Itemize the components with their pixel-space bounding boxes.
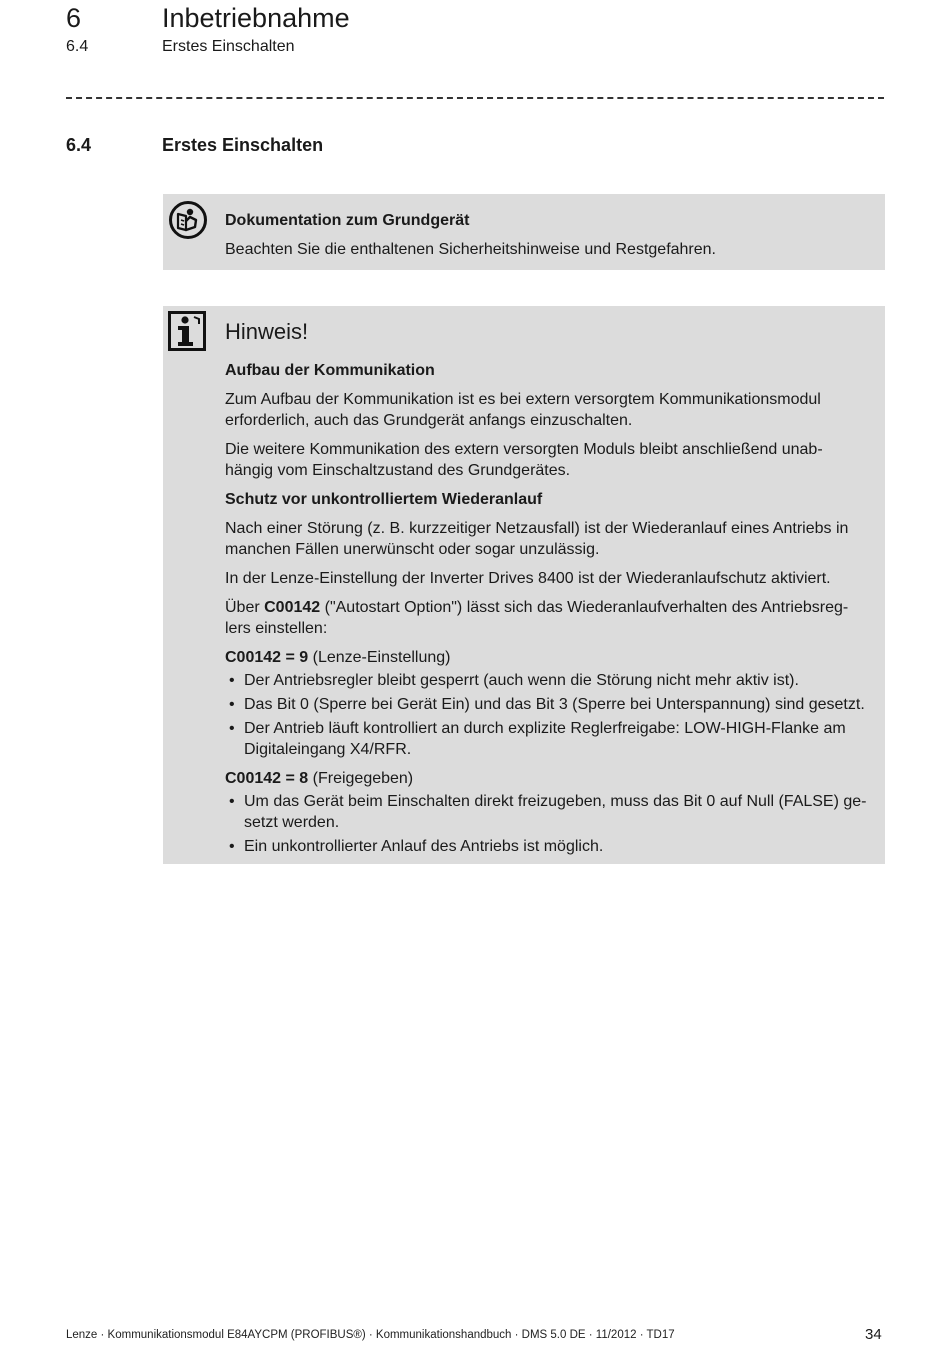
list-item: • Ein unkontrollierter Anlauf des Antriebs ist möglich.	[229, 838, 604, 855]
doc-box-title: Dokumentation zum Grundgerät	[225, 212, 470, 229]
setting-9-list	[225, 670, 867, 760]
section-number-header: 6.4	[66, 38, 89, 55]
chapter-number: 6	[66, 3, 82, 33]
chapter-title: Inbetriebnahme	[162, 3, 350, 33]
footer-text: Lenze · Kommunikationsmodul E84AYCPM (PROFIBUS®) · Kommunikationshandbuch · DMS 5.0 DE · 11/2012 · TD17	[66, 1329, 675, 1341]
list-item: • Der Antriebsregler bleibt gesperrt (auch wenn die Störung nicht mehr aktiv ist).	[229, 672, 799, 689]
list-item: • Der Antrieb läuft kontrolliert an durch explizite Reglerfreigabe: LOW-HIGH-Flanke am Digitaleingang X4/RFR.	[229, 720, 846, 758]
subhead-restart-protection: Schutz vor unkontrolliertem Wiederanlauf	[225, 491, 543, 508]
paragraph-4: In der Lenze-Einstellung der Inverter Drives 8400 ist der Wiederanlaufschutz aktiviert.	[225, 570, 831, 587]
note-box	[163, 306, 885, 864]
paragraph-3: Nach einer Störung (z. B. kurzzeitiger Netzausfall) ist der Wiederanlauf eines Antriebs in manchen Fällen unerwünscht oder sogar unzulässig.	[225, 520, 849, 558]
paragraph-2: Die weitere Kommunikation des extern versorgten Moduls bleibt anschließend unab-hängig vom Einschaltzustand des Grundgerätes.	[225, 441, 823, 479]
setting-9-heading: C00142 = 9 (Lenze-Einstellung)	[225, 649, 451, 666]
info-i-icon	[168, 311, 206, 356]
doc-box-text: Beachten Sie die enthaltenen Sicherheitshinweise und Restgefahren.	[225, 241, 716, 258]
note-heading: Hinweis!	[225, 319, 309, 344]
paragraph-5: Über C00142 ("Autostart Option") lässt sich das Wiederanlaufverhalten des Antriebsreg-lers einstellen:	[225, 599, 849, 637]
section-number: 6.4	[66, 135, 92, 155]
setting-8-heading: C00142 = 8 (Freigegeben)	[225, 770, 414, 787]
setting-8-list	[225, 791, 867, 857]
documentation-box	[163, 194, 885, 270]
section-title: Erstes Einschalten	[162, 135, 324, 155]
subhead-communication: Aufbau der Kommunikation	[225, 362, 435, 379]
list-item: • Das Bit 0 (Sperre bei Gerät Ein) und das Bit 3 (Sperre bei Unterspannung) sind gesetzt.	[229, 696, 865, 713]
paragraph-1: Zum Aufbau der Kommunikation ist es bei extern versorgtem Kommunikationsmodul erforderlich, auch das Grundgerät anfangs einzuschalten.	[225, 391, 821, 429]
documentation-reader-icon	[168, 200, 208, 245]
dashed-divider	[66, 97, 884, 99]
list-item: • Um das Gerät beim Einschalten direkt freizugeben, muss das Bit 0 auf Null (FALSE) ge-setzt werden.	[229, 793, 867, 831]
page-number: 34	[865, 1326, 882, 1343]
parameter-code: C00142	[264, 599, 321, 616]
section-title-header: Erstes Einschalten	[162, 38, 295, 55]
